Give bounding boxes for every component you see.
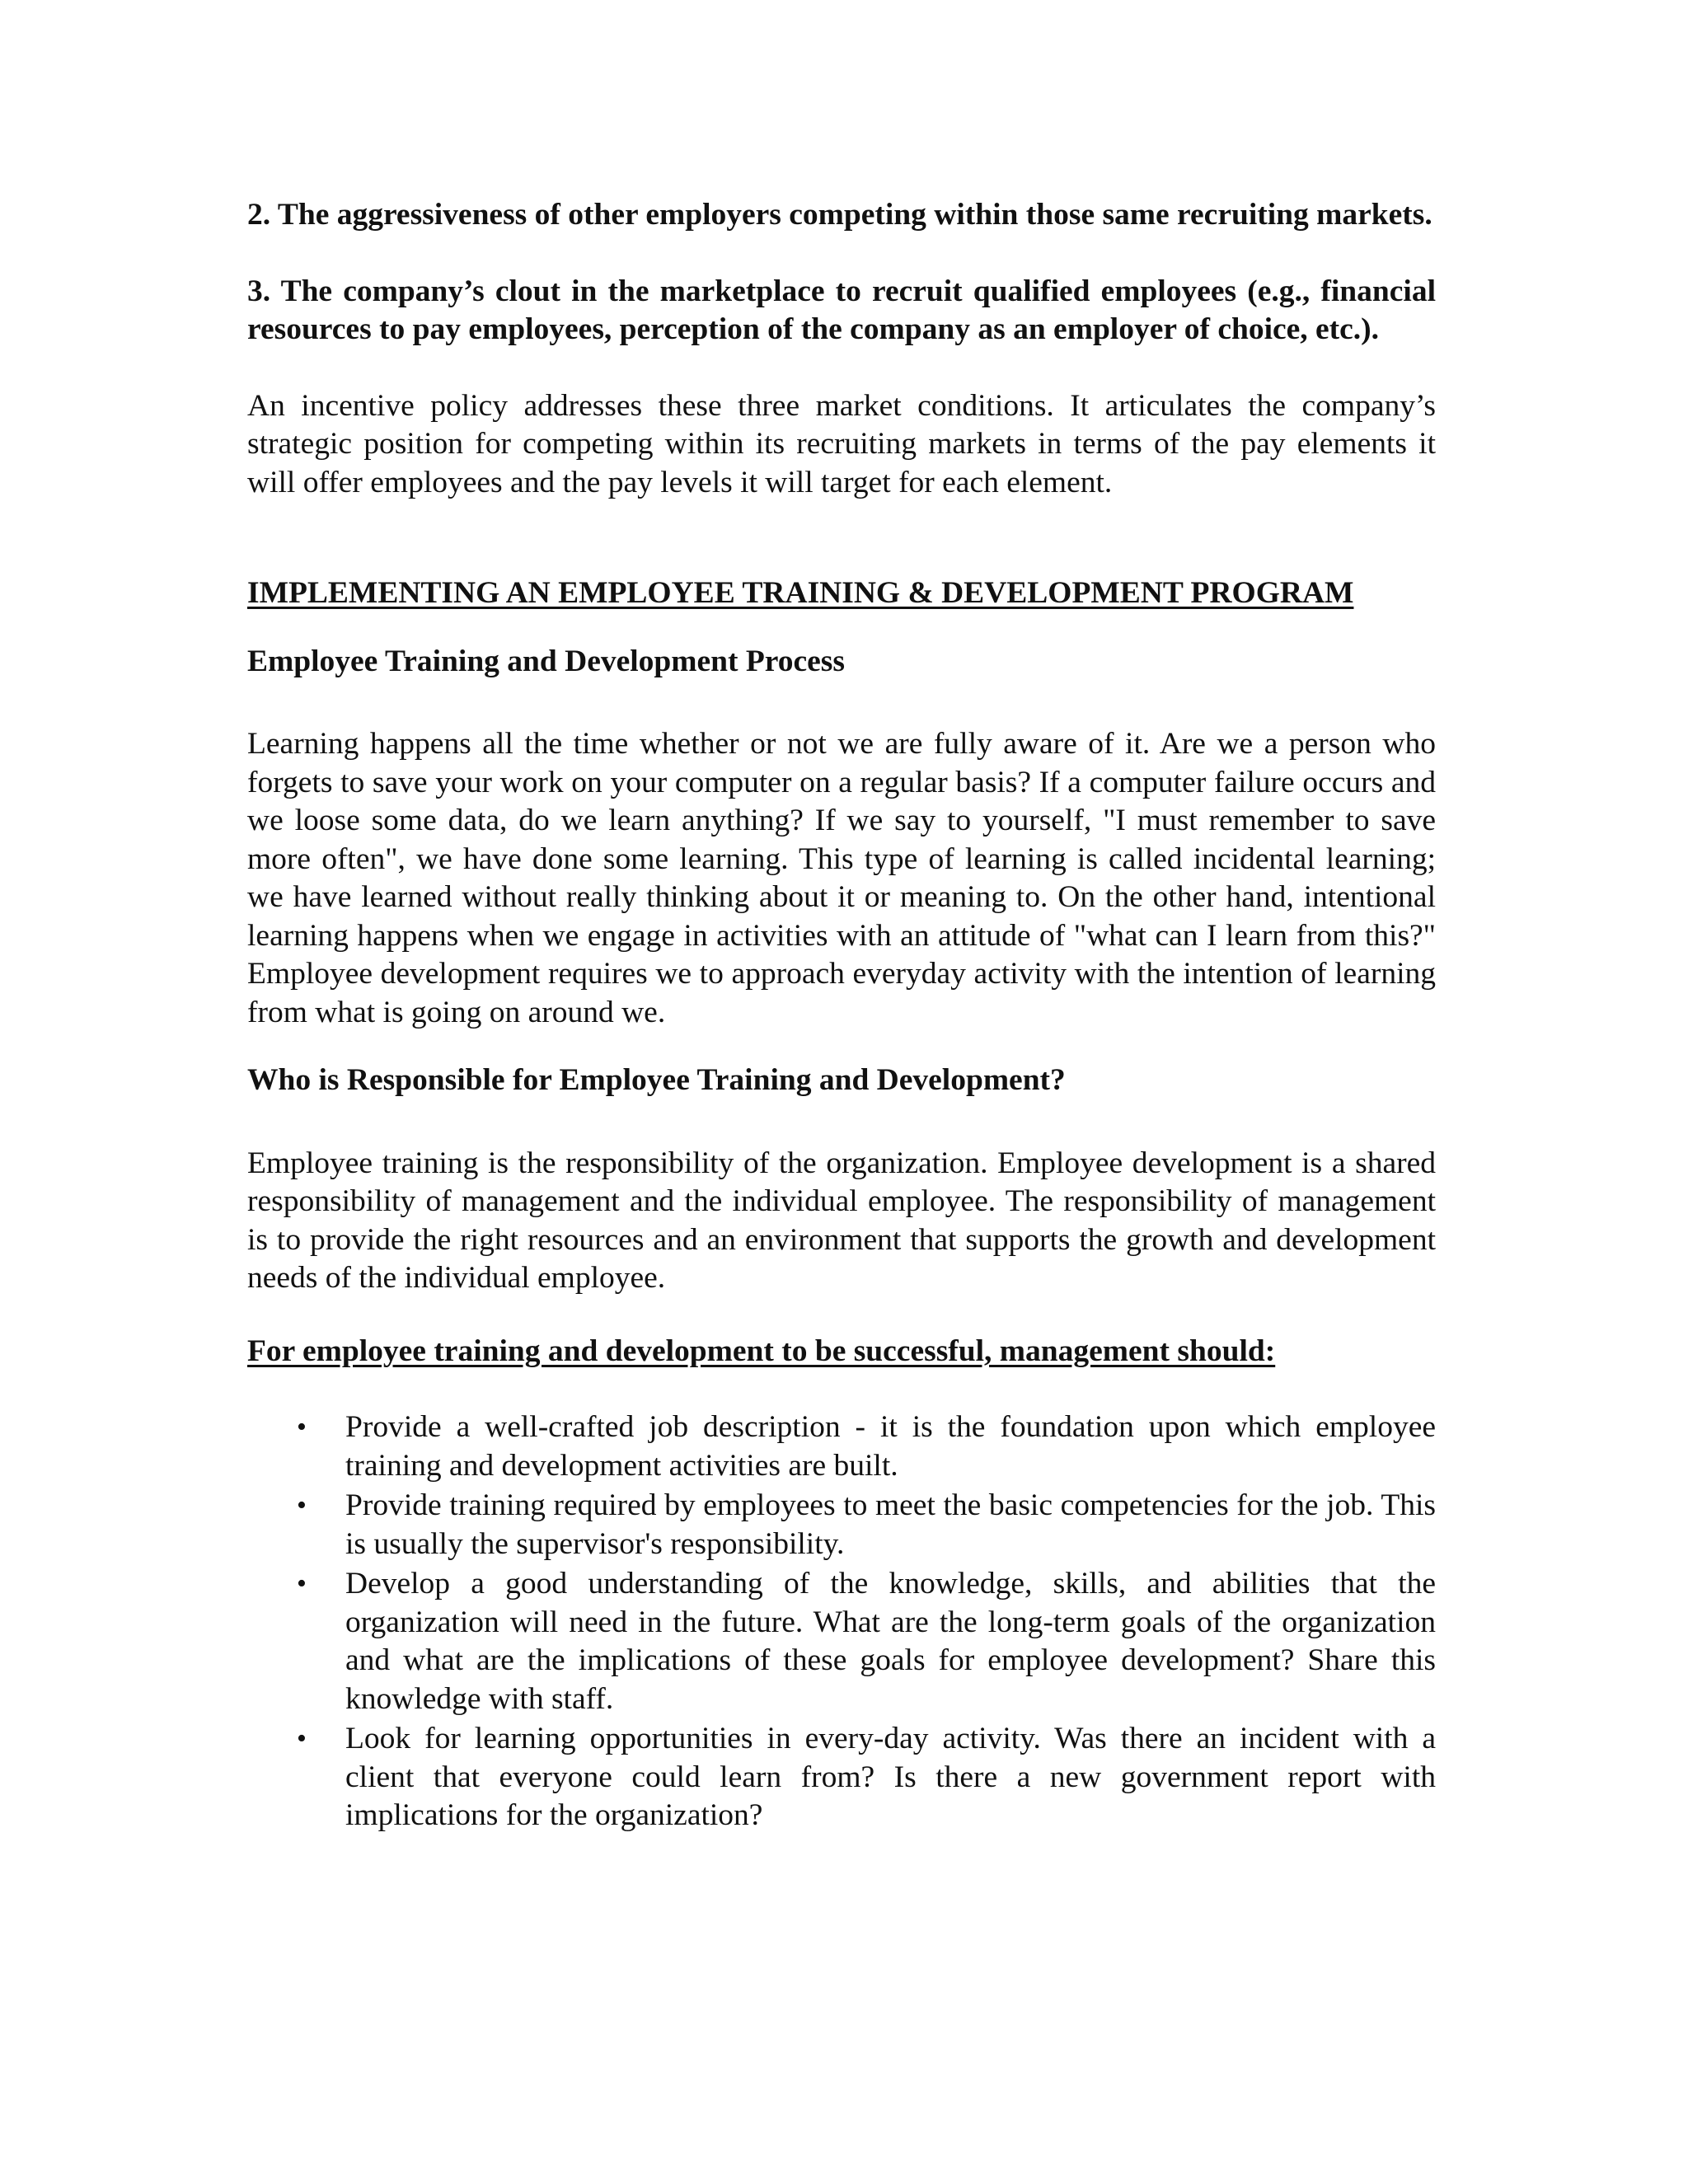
list-item-text: Look for learning opportunities in every-day activity. Was there an incident with a client that everyone could learn from? Is there a new government report with implications for the organization? [345,1722,1436,1832]
management-bullet-list [247,1408,1436,1835]
numbered-item-3: 3. The company’s clout in the marketplace to recruit qualified employees (e.g., financial resources to pay employees, perception of the company as an employer of choice, etc.). [247,274,1436,346]
responsibility-paragraph: Employee training is the responsibility of the organization. Employee development is a shared responsibility of management and the individual employee. The responsibility of management is to provide the right resources and an environment that supports the growth and development needs of the individual employee. [247,1146,1436,1295]
section-heading: IMPLEMENTING AN EMPLOYEE TRAINING & DEVELOPMENT PROGRAM [247,576,1354,610]
bullet-icon: • [297,1723,307,1754]
subheading-responsible: Who is Responsible for Employee Training and Development? [247,1063,1066,1097]
numbered-item-2: 2. The aggressiveness of other employers competing within those same recruiting markets. [247,198,1432,232]
list-item [247,1408,1436,1485]
subheading-process: Employee Training and Development Process [247,644,845,678]
list-item-text: Provide a well-crafted job description - it is the foundation upon which employee training and development activities are built. [345,1410,1436,1483]
management-heading: For employee training and development to be successful, management should: [247,1333,1276,1368]
bullet-icon: • [297,1412,307,1442]
list-item [247,1720,1436,1835]
learning-paragraph: Learning happens all the time whether or not we are fully aware of it. Are we a person who forgets to save your work on your computer on a regular basis? If a computer failure occurs and we loose some data, do we learn anything? If we say to yourself, "I must remember to save more often", we have done some learning. This type of learning is called incidental learning; we have learned without really thinking about it or meaning to. On the other hand, intentional learning happens when we engage in activities with an attitude of "what can I learn from this?" Employee development requires we to approach everyday activity with the intention of learning from what is going on around we. [247,727,1436,1029]
list-item-text: Develop a good understanding of the knowledge, skills, and abilities that the organization will need in the future. What are the long-term goals of the organization and what are the implications of these goals for employee development? Share this knowledge with staff. [345,1567,1436,1716]
list-item [247,1487,1436,1563]
bullet-icon: • [297,1490,307,1521]
document-page [247,196,1436,1837]
bullet-icon: • [297,1568,307,1599]
list-item [247,1565,1436,1718]
list-item-text: Provide training required by employees to meet the basic competencies for the job. This is usually the supervisor's responsibility. [345,1488,1436,1561]
incentive-paragraph: An incentive policy addresses these three market conditions. It articulates the company’s strategic position for competing within its recruiting markets in terms of the pay elements it will offer employees and the pay levels it will target for each element. [247,388,1436,499]
